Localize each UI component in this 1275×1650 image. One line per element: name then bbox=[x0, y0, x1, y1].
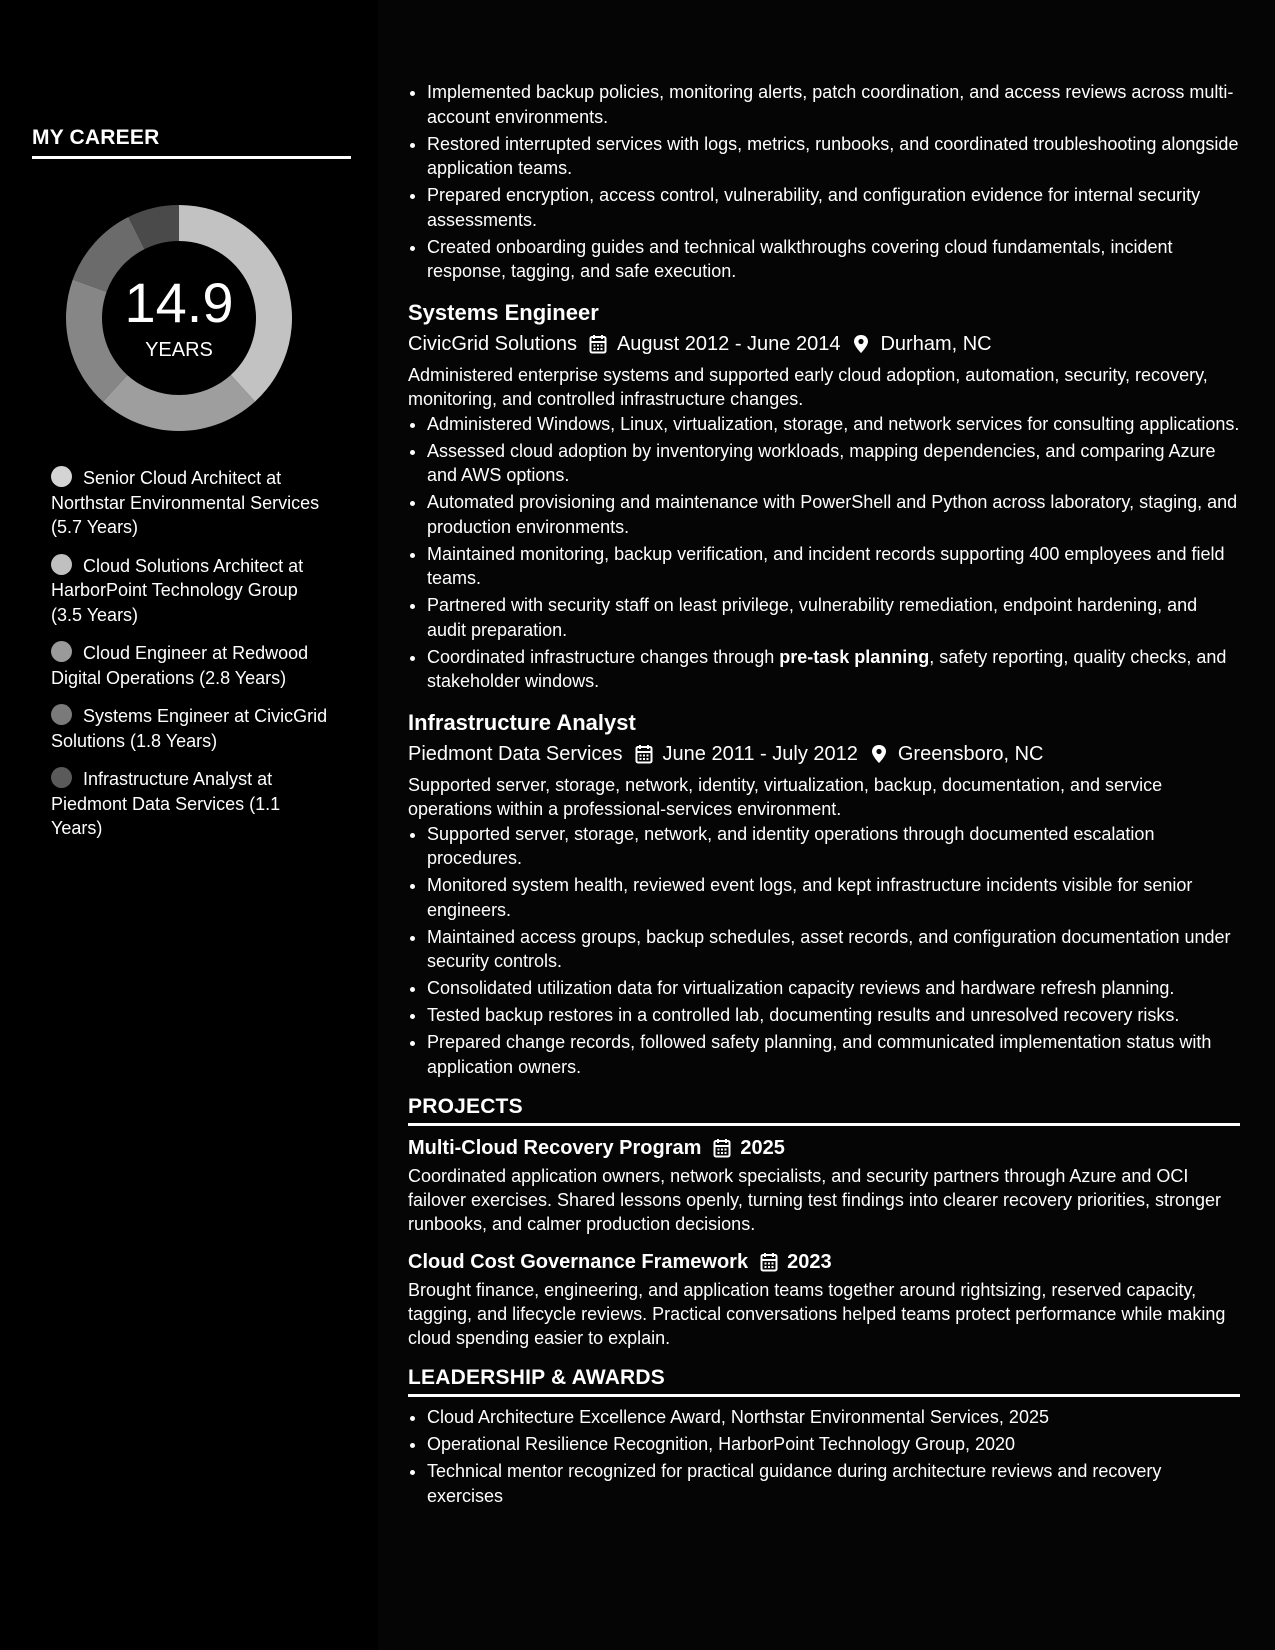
calendar-icon bbox=[760, 1252, 778, 1272]
bullet-item: • Assessed cloud adoption by inventorying workloads, mapping dependencies, and comparing Azure and AWS options. bbox=[427, 439, 1240, 488]
calendar-icon bbox=[713, 1138, 731, 1158]
bullet-item: • Tested backup restores in a controlled lab, documenting results and unresolved recovery risks. bbox=[427, 1003, 1240, 1028]
career-dot bbox=[51, 466, 72, 487]
job-description: Supported server, storage, network, identity, virtualization, backup, documentation, and service operations within a professional-services environment. bbox=[408, 774, 1163, 819]
bullet-text: Coordinated infrastructure changes through bbox=[427, 646, 780, 667]
career-item bbox=[51, 704, 331, 753]
career-dot bbox=[51, 704, 72, 725]
bullet-item: • Administered Windows, Linux, virtualization, storage, and network services for consulting applications. bbox=[427, 412, 1240, 437]
bullet-item: • Supported server, storage, network, and identity operations through documented escalation procedures. bbox=[427, 822, 1240, 871]
project-description: Coordinated application owners, network specialists, and security partners through Azure and OCI failover exercises. Shared lessons openly, turning test findings into clearer recovery priorities, stronger runbooks, and calmer production decisions. bbox=[408, 1166, 1222, 1234]
job-systems-engineer bbox=[408, 298, 1240, 694]
bullet-item: • Monitored system health, reviewed event logs, and kept infrastructure incidents visible for senior engineers. bbox=[427, 873, 1240, 922]
bullet-item: • Maintained monitoring, backup verification, and incident records supporting 400 employees and field teams. bbox=[427, 542, 1240, 591]
awards-list bbox=[408, 1405, 1240, 1508]
location-pin-icon bbox=[870, 744, 888, 764]
total-years-value: 14.9 bbox=[124, 271, 234, 334]
job-bullets bbox=[408, 412, 1240, 694]
main-content bbox=[408, 80, 1240, 1511]
job-bullets bbox=[408, 822, 1240, 1080]
company-name: CivicGrid Solutions bbox=[408, 332, 577, 355]
career-item-text: Cloud Engineer at Redwood Digital Operations (2.8 Years) bbox=[51, 643, 309, 688]
career-item-text: Cloud Solutions Architect at HarborPoint Technology Group (3.5 Years) bbox=[51, 555, 304, 625]
career-item bbox=[51, 554, 331, 628]
sidebar bbox=[0, 0, 378, 1650]
career-item bbox=[51, 641, 331, 690]
location-pin-icon bbox=[852, 334, 870, 354]
bullet-item: • Automated provisioning and maintenance with PowerShell and Python across laboratory, staging, and production environments. bbox=[427, 490, 1240, 539]
bullet-item: • Prepared change records, followed safety planning, and communicated implementation status with application owners. bbox=[427, 1030, 1240, 1079]
calendar-icon bbox=[589, 334, 607, 354]
career-item bbox=[51, 767, 331, 841]
job-dates: August 2012 - June 2014 bbox=[616, 332, 841, 355]
job-title: Infrastructure Analyst bbox=[408, 709, 636, 735]
project-title-row bbox=[408, 1248, 1240, 1276]
project-title-row bbox=[408, 1134, 1240, 1162]
career-item-text: Senior Cloud Architect at Northstar Environmental Services (5.7 Years) bbox=[51, 468, 320, 537]
project-title: Multi-Cloud Recovery Program bbox=[408, 1137, 702, 1159]
project-year: 2025 bbox=[740, 1137, 785, 1159]
career-donut-chart bbox=[66, 205, 292, 431]
award-item: • Technical mentor recognized for practical guidance during architecture reviews and recovery exercises bbox=[427, 1459, 1240, 1508]
career-item-text: Infrastructure Analyst at Piedmont Data Services (1.1 Years) bbox=[51, 769, 281, 838]
award-item: • Cloud Architecture Excellence Award, Northstar Environmental Services, 2025 bbox=[427, 1405, 1240, 1430]
bullet-item: • Restored interrupted services with logs, metrics, runbooks, and coordinated troubleshooting alongside application teams. bbox=[427, 132, 1240, 181]
job-meta bbox=[408, 738, 1240, 770]
project-year: 2023 bbox=[787, 1251, 832, 1273]
job-meta bbox=[408, 328, 1240, 360]
bullet-item bbox=[427, 645, 1240, 694]
project-title: Cloud Cost Governance Framework bbox=[408, 1251, 749, 1273]
job-dates: June 2011 - July 2012 bbox=[662, 742, 858, 765]
career-dot bbox=[51, 767, 72, 788]
project-item bbox=[408, 1134, 1240, 1236]
previous-role-bullets bbox=[408, 80, 1240, 284]
bullet-item: • Prepared encryption, access control, vulnerability, and configuration evidence for internal security assessments. bbox=[427, 183, 1240, 232]
total-years-unit: YEARS bbox=[145, 339, 213, 361]
career-heading: MY CAREER bbox=[32, 126, 351, 159]
company-name: Piedmont Data Services bbox=[408, 742, 623, 765]
job-title: Systems Engineer bbox=[408, 299, 599, 325]
project-description: Brought finance, engineering, and application teams together around rightsizing, reserved capacity, tagging, and lifecycle reviews. Practical conversations helped teams protect performance while making cloud spending easier to explain. bbox=[408, 1280, 1226, 1348]
bullet-item: • Implemented backup policies, monitoring alerts, patch coordination, and access reviews across multi-account environments. bbox=[427, 80, 1240, 129]
donut-segment-2 bbox=[103, 375, 255, 431]
projects-heading: PROJECTS bbox=[408, 1095, 1240, 1126]
career-item bbox=[51, 466, 331, 540]
bullet-item: • Maintained access groups, backup schedules, asset records, and configuration documentation under security controls. bbox=[427, 925, 1240, 974]
project-item bbox=[408, 1248, 1240, 1350]
bullet-bold-text: pre-task planning bbox=[779, 646, 930, 667]
bullet-item: • Consolidated utilization data for virtualization capacity reviews and hardware refresh planning. bbox=[427, 976, 1240, 1001]
calendar-icon bbox=[635, 744, 653, 764]
job-location: Durham, NC bbox=[880, 332, 992, 355]
bullet-item: • Created onboarding guides and technical walkthroughs covering cloud fundamentals, incident response, tagging, and safe execution. bbox=[427, 235, 1240, 284]
bullet-item: • Partnered with security staff on least privilege, vulnerability remediation, endpoint hardening, and audit preparation. bbox=[427, 593, 1240, 642]
award-item: • Operational Resilience Recognition, HarborPoint Technology Group, 2020 bbox=[427, 1432, 1240, 1457]
career-item-text: Systems Engineer at CivicGrid Solutions (1.8 Years) bbox=[51, 706, 328, 751]
career-list bbox=[51, 466, 331, 855]
job-description: Administered enterprise systems and supported early cloud adoption, automation, security, recovery, monitoring, and controlled infrastructure changes. bbox=[408, 364, 1208, 409]
job-infrastructure-analyst bbox=[408, 708, 1240, 1080]
career-dot bbox=[51, 554, 72, 575]
bullet-text: , safety reporting, quality checks, and stakeholder windows. bbox=[427, 646, 1227, 691]
job-location: Greensboro, NC bbox=[897, 742, 1044, 765]
career-dot bbox=[51, 641, 72, 662]
awards-heading: LEADERSHIP & AWARDS bbox=[408, 1366, 1240, 1397]
